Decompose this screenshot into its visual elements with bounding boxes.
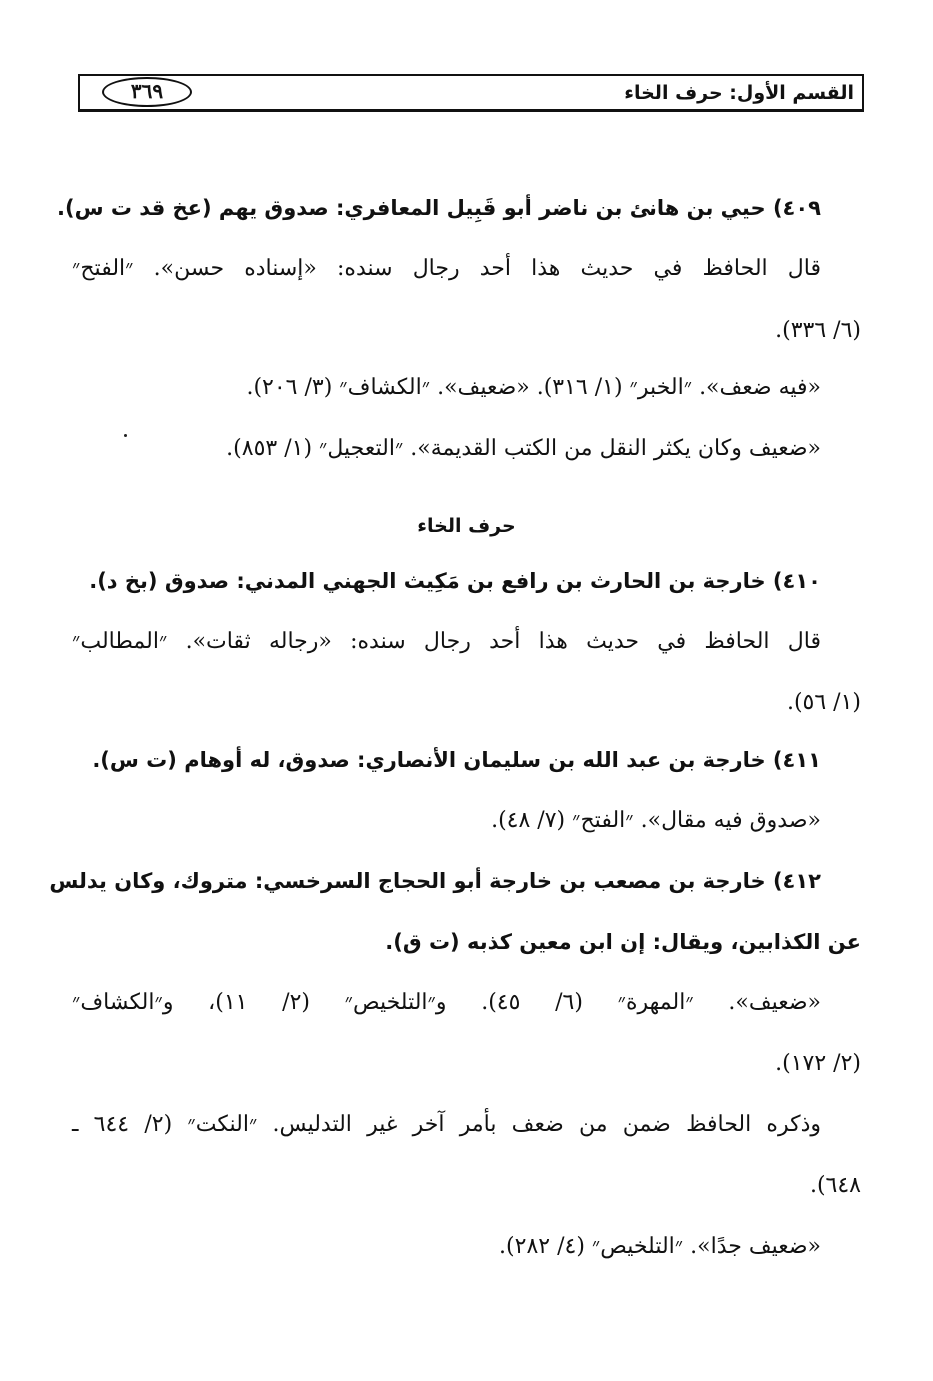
entry-409-quote: «فيه ضعف». ״الخبر״ (١/ ٣١٦). «ضعيف». ״الكشاف״ (٣/ ٢٠٦). [246,375,821,400]
entry-412-heading: ٤١٢) خارجة بن مصعب بن خارجة أبو الحجاج السرخسي: متروك، وكان يدلس [49,869,821,893]
entry-410-text-line: (١/ ٥٦). [786,690,861,715]
entry-412-text-line: وذكره الحافظ ضمن من ضعف بأمر آخر غير التدليس. ״النكت״ (٢/ ٦٤٤ ـ [72,1112,821,1137]
entry-410-text-line: قال الحافظ في حديث هذا أحد رجال سنده: «رجاله ثقات». ״المطالب״ [72,629,821,654]
entry-409-text-line: (٦/ ٣٣٦). [775,318,861,343]
entry-411-heading: ٤١١) خارجة بن عبد الله بن سليمان الأنصاري: صدوق، له أوهام (ت س). [92,748,821,772]
stray-mark [124,434,127,437]
page-header [78,74,864,112]
entry-412-heading-cont: عن الكذابين، ويقال: إن ابن معين كذبه (ت ق). [385,930,861,954]
section-heading: حرف الخاء [417,515,516,537]
entry-409-quote: «ضعيف وكان يكثر النقل من الكتب القديمة». ״التعجيل״ (١/ ٨٥٣). [226,436,821,461]
entry-412-text-line: ٦٤٨). [809,1173,861,1198]
page-number: ٣٦٩ [102,77,192,107]
entry-410-heading: ٤١٠) خارجة بن الحارث بن رافع بن مَكِيث الجهني المدني: صدوق (بخ د). [89,569,821,593]
entry-412-quote: «ضعيف». ״المهرة״ (٦/ ٤٥). و״التلخيص״ (٢/ ١١)، و״الكشاف״ [72,990,822,1015]
entry-409-text-line: قال الحافظ في حديث هذا أحد رجال سنده: «إسناده حسن». ״الفتح״ [72,256,821,281]
entry-411-quote: «صدوق فيه مقال». ״الفتح״ (٧/ ٤٨). [491,808,821,833]
entry-412-quote-cont: (٢/ ١٧٢). [775,1051,861,1076]
running-title: القسم الأول: حرف الخاء [624,82,854,104]
entry-409-heading: ٤٠٩) حيي بن هانئ بن ناضر أبو قَبِيل المعافري: صدوق يهم (عخ قد ت س). [57,196,821,220]
entry-412-quote: «ضعيف جدًا». ״التلخيص״ (٤/ ٢٨٢). [499,1234,821,1259]
